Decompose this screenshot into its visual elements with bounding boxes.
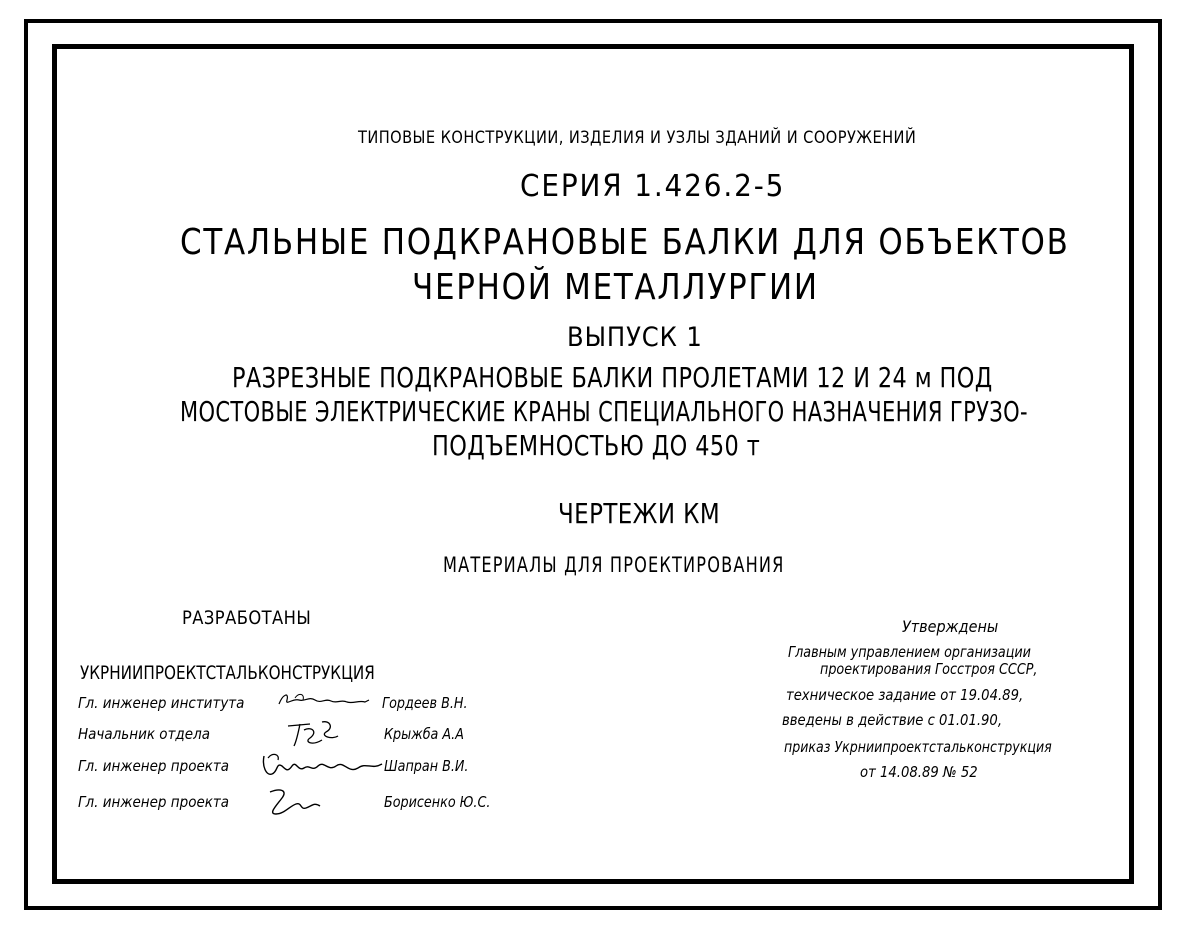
approved-line-5: приказ Укрниипроектстальконструкция (784, 738, 1052, 756)
signature-1 (275, 688, 375, 714)
materials-label: МАТЕРИАЛЫ ДЛЯ ПРОЕКТИРОВАНИЯ (443, 553, 785, 577)
main-title-line-2: ЧЕРНОЙ МЕТАЛЛУРГИИ (412, 267, 819, 308)
signature-2 (282, 716, 352, 752)
description-line-1: РАЗРЕЗНЫЕ ПОДКРАНОВЫЕ БАЛКИ ПРОЛЕТАМИ 12 И 24 м ПОД (232, 361, 993, 394)
description-line-2: МОСТОВЫЕ ЭЛЕКТРИЧЕСКИЕ КРАНЫ СПЕЦИАЛЬНОГО НАЗНАЧЕНИЯ ГРУЗО- (180, 395, 1029, 428)
series-number: СЕРИЯ 1.426.2-5 (520, 169, 786, 204)
signature-3 (258, 750, 388, 786)
description-line-3: ПОДЪЕМНОСТЬЮ ДО 450 т (432, 429, 761, 462)
signatory-name: Борисенко Ю.С. (384, 793, 491, 811)
signatory-name: Крыжба А.А (384, 725, 464, 743)
developer-organization: УКРНИИПРОЕКТСТАЛЬКОНСТРУКЦИЯ (80, 662, 375, 684)
signatory-position: Гл. инженер проекта (78, 757, 230, 775)
collection-title: ТИПОВЫЕ КОНСТРУКЦИИ, ИЗДЕЛИЯ И УЗЛЫ ЗДАНИЙ И СООРУЖЕНИЙ (358, 128, 917, 148)
signatory-position: Гл. инженер института (78, 694, 245, 712)
signatory-name: Гордеев В.Н. (382, 694, 468, 712)
approved-line-4: введены в действие с 01.01.90, (782, 711, 1003, 729)
main-title-line-1: СТАЛЬНЫЕ ПОДКРАНОВЫЕ БАЛКИ ДЛЯ ОБЪЕКТОВ (180, 222, 1070, 263)
approved-label: Утверждены (902, 617, 999, 636)
issue-number: ВЫПУСК 1 (567, 322, 703, 353)
approved-line-3: техническое задание от 19.04.89, (786, 686, 1024, 704)
drawings-label: ЧЕРТЕЖИ КМ (558, 497, 721, 530)
signatory-name: Шапран В.И. (384, 757, 469, 775)
developed-label: РАЗРАБОТАНЫ (182, 607, 312, 629)
approved-line-2: проектирования Госстроя СССР, (820, 660, 1038, 678)
signature-4 (262, 784, 332, 820)
signatory-position: Начальник отдела (78, 725, 210, 743)
approved-line-1: Главным управлением организации (788, 643, 1031, 661)
signatory-position: Гл. инженер проекта (78, 793, 230, 811)
approved-line-6: от 14.08.89 № 52 (860, 763, 978, 781)
